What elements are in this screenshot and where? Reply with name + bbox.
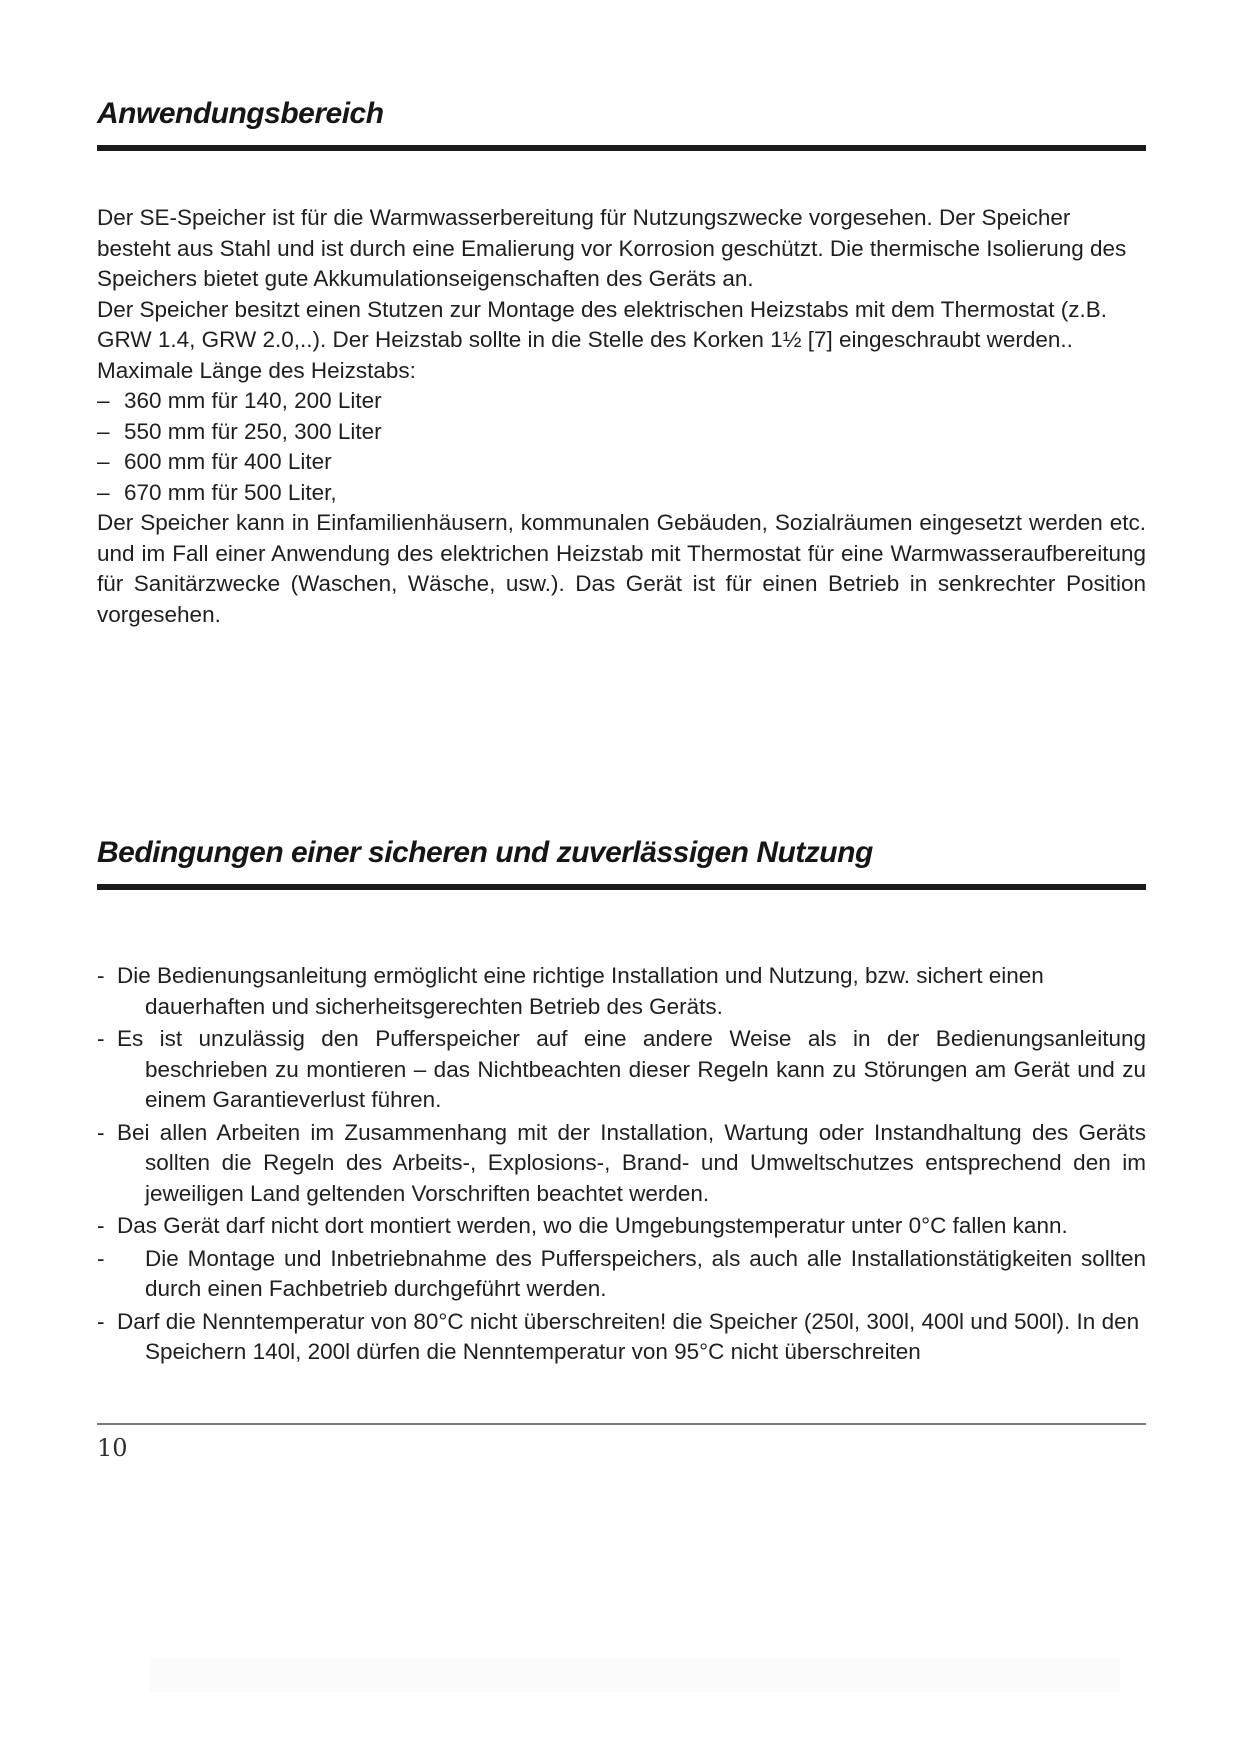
scan-artifact	[150, 1658, 1120, 1692]
section2-title: Bedingungen einer sicheren und zuverlässigen Nutzung	[97, 836, 873, 869]
list-item-dash: –	[97, 449, 110, 474]
bullet-dash: -	[97, 963, 105, 988]
bullet-text: Darf die Nenntemperatur von 80°C nicht überschreiten! die Speicher (250l, 300l, 400l und 500l). In den Speichern 140l, 200l dürfen die Nenntemperatur von 95°C nicht überschreiten	[117, 1308, 1140, 1364]
bullet-item	[97, 961, 1146, 1022]
bullet-dash: -	[97, 1026, 105, 1051]
bullet-item	[97, 1244, 1146, 1305]
section1-body	[97, 203, 1146, 630]
page-number: 10	[97, 1433, 128, 1462]
bullet-item	[97, 1307, 1146, 1368]
section1-title-rule	[97, 145, 1146, 151]
bullet-text: Es ist unzulässig den Pufferspeicher auf eine andere Weise als in der Bedienungsanleitung beschrieben zu montieren – das Nichtbeachten dieser Regeln kann zu Störungen am Gerät und zu einem Garantieverlust führen.	[117, 1026, 1146, 1112]
section2-title-rule	[97, 884, 1146, 890]
bullet-text: Bei allen Arbeiten im Zusammenhang mit der Installation, Wartung oder Instandhaltung des Geräts sollten die Regeln des Arbeits-, Explosions-, Brand- und Umweltschutzes entsprechend den im jeweiligen Land geltenden Vorschriften beachtet werden.	[117, 1119, 1146, 1206]
list-item-dash: –	[97, 388, 110, 413]
bullet-dash: -	[97, 1213, 105, 1238]
paragraph: Maximale Länge des Heizstabs:	[97, 357, 416, 383]
paragraph: Der Speicher kann in Einfamilienhäusern, kommunalen Gebäuden, Sozialräumen eingesetzt werden etc. und im Fall einer Anwendung des elektrichen Heizstab mit Thermostat für eine Warmwasseraufbereitung für Sanitärzwecke (Waschen, Wäsche, usw.). Das Gerät ist für einen Betrieb in senkrechter Position vorgesehen.	[97, 510, 1146, 627]
list-item-text: 600 mm für 400 Liter	[124, 449, 332, 474]
bullet-text: Die Bedienungsanleitung ermöglicht eine richtige Installation und Nutzung, bzw. sichert einen dauerhaften und sicherheitsgerechten Betrieb des Geräts.	[117, 963, 1044, 1019]
list-item-dash: –	[97, 479, 110, 505]
bullet-text: Das Gerät darf nicht dort montiert werden, wo die Umgebungstemperatur unter 0°C fallen kann.	[117, 1213, 1068, 1238]
bullet-text: Die Montage und Inbetriebnahme des Pufferspeichers, als auch alle Installationstätigkeiten sollten durch einen Fachbetrieb durchgeführt werden.	[145, 1245, 1146, 1301]
section2-body	[97, 961, 1146, 1368]
paragraph: Der SE-Speicher ist für die Warmwasserbereitung für Nutzungszwecke vorgesehen. Der Speicher besteht aus Stahl und ist durch eine Emalierung vor Korrosion geschützt. Die thermische Isolierung des Speichers bietet gute Akkumulationseigenschaften des Geräts an.	[97, 205, 1127, 291]
list-item	[97, 478, 1146, 509]
list-item-text: 360 mm für 140, 200 Liter	[124, 388, 382, 413]
bullet-item	[97, 1118, 1146, 1210]
paragraph: Der Speicher besitzt einen Stutzen zur Montage des elektrischen Heizstabs mit dem Thermostat (z.B. GRW 1.4, GRW 2.0,..). Der Heizstab sollte in die Stelle des Korken 1½ [7] eingeschraubt werden..	[97, 296, 1108, 352]
list-item-text: 670 mm für 500 Liter,	[124, 479, 337, 505]
bullet-dash: -	[97, 1308, 105, 1334]
bullet-dash: -	[97, 1245, 105, 1271]
list-item	[97, 447, 1146, 478]
list-item-text: 550 mm für 250, 300 Liter	[124, 418, 382, 444]
list-item	[97, 417, 1146, 448]
list-item-dash: –	[97, 418, 110, 444]
section1-title: Anwendungsbereich	[97, 97, 384, 130]
list-item	[97, 386, 1146, 417]
bullet-item	[97, 1024, 1146, 1116]
bullet-dash: -	[97, 1119, 105, 1145]
bullet-item	[97, 1211, 1146, 1242]
footer-rule	[97, 1423, 1146, 1425]
